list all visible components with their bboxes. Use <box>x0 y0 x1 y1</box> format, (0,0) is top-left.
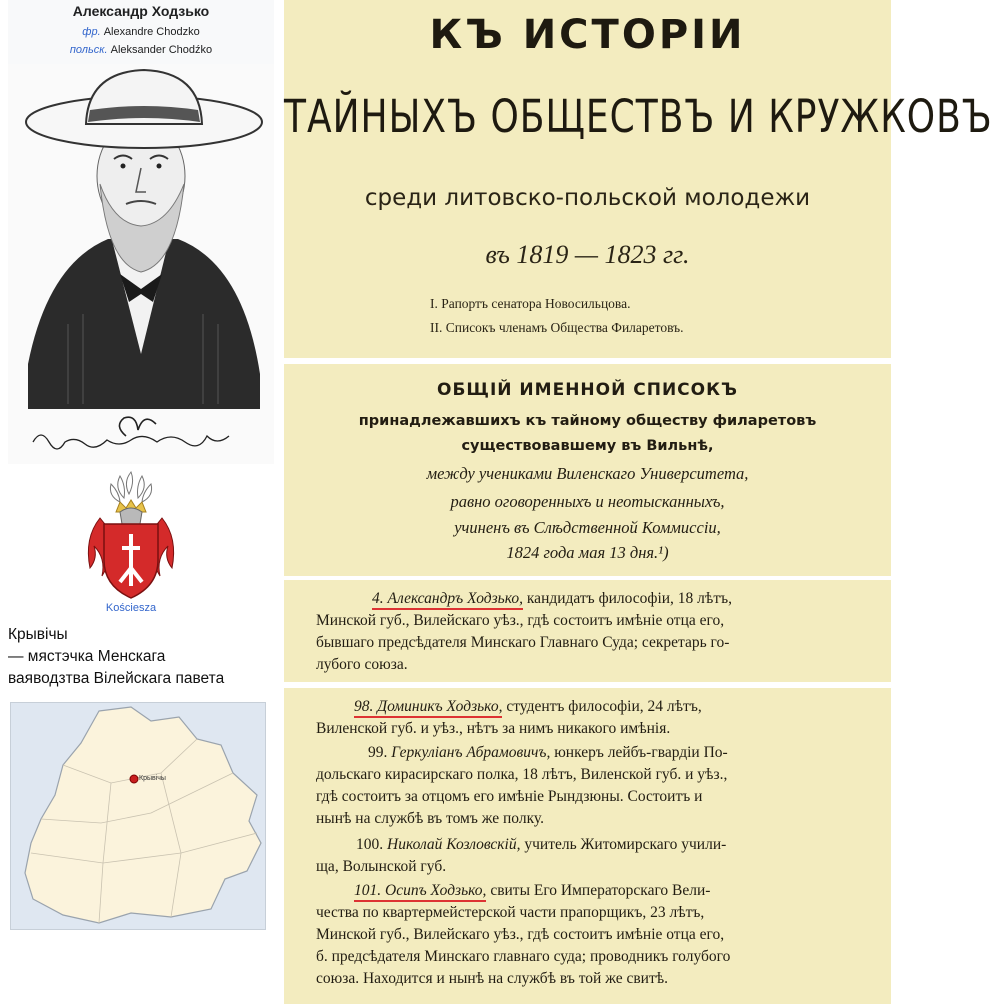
book-title-line-1: КЪ ИСТОРІИ <box>429 12 746 58</box>
coat-of-arms-image[interactable] <box>80 468 182 604</box>
entry-100-line-1-rest: учитель Житомирскаго учили- <box>520 836 727 853</box>
entry-101-line-2: чества по квартермейстерской части прапорщикъ, 23 лѣтъ, <box>316 904 705 921</box>
entry-99-number: 99. <box>368 744 388 761</box>
entry-98-line-2: Виленской губ. и уѣз., нѣтъ за нимъ никакого имѣнія. <box>316 720 671 737</box>
entry-99-line-4: нынѣ на службѣ въ томъ же полку. <box>316 810 544 827</box>
location-map[interactable] <box>10 702 266 930</box>
place-desc-line-1: — мястэчка Менскага <box>8 648 166 665</box>
entry-100-line-1 <box>356 834 726 856</box>
place-desc-line-2: ваяводзтва Вілейскага павета <box>8 670 225 687</box>
book-title-line-2: ТАЙНЫХЪ ОБЩЕСТВЪ И КРУЖКОВЪ <box>284 92 993 144</box>
entry-101-line-4: б. предсѣдателя Минскаго главнаго суда; проводникъ голубого <box>316 948 731 965</box>
person-name: Александр Ходзько <box>72 3 210 19</box>
alt-name-fr-text: Alexandre Chodzko <box>103 26 200 38</box>
entry-4-name-underlined: 4. Александръ Ходзько, <box>372 590 523 610</box>
list-title: ОБЩІЙ ИМЕННОЙ СПИСОКЪ <box>437 380 738 400</box>
entry-99-line-1 <box>368 742 728 764</box>
place-name: Крывічы <box>8 626 68 643</box>
book-title-years: въ 1819 — 1823 гг. <box>485 240 690 269</box>
alt-name-pl <box>8 44 274 56</box>
entry-4-line-2: Минской губ., Вилейскаго уѣз., гдѣ состоитъ имѣніе отца его, <box>316 612 725 629</box>
list-subtitle-6: 1824 года мая 13 дня.¹) <box>506 543 669 562</box>
lang-link-fr[interactable]: фр. <box>82 26 101 38</box>
entry-98-line-1 <box>354 696 702 718</box>
entry-101-name-underlined: 101. Осипъ Ходзько, <box>354 882 486 902</box>
map-marker <box>130 775 138 783</box>
list-subtitle-5: учиненъ въ Слѣдственной Коммиссіи, <box>454 518 721 537</box>
entries-98-101-scan <box>284 688 891 1004</box>
entry-4-line-1 <box>372 588 732 610</box>
list-subtitle-3: между учениками Виленскаго Университета, <box>426 464 749 483</box>
entry-4-line-4: лубого союза. <box>316 656 408 673</box>
entry-100-line-2: ща, Волынской губ. <box>316 858 447 875</box>
entry-99-line-1-rest: юнкеръ лейбъ-гвардіи По- <box>550 744 728 761</box>
entry-101-line-3: Минской губ., Вилейскаго уѣз., гдѣ состоитъ имѣніе отца его, <box>316 926 725 943</box>
entry-100-name: Николай Козловскій, <box>383 836 521 853</box>
list-header-scan <box>284 364 891 576</box>
entry-99-line-3: гдѣ состоитъ за отцомъ его имѣніе Рындзюны. Состоитъ и <box>316 788 703 805</box>
entry-4-scan <box>284 580 891 682</box>
list-subtitle-2: существовавшему въ Вильнѣ, <box>461 438 714 454</box>
entry-4-line-1-rest: кандидатъ философіи, 18 лѣтъ, <box>523 590 732 607</box>
book-title-line-3: среди литовско-польской молодежи <box>364 185 811 211</box>
entry-100-number: 100. <box>356 836 384 853</box>
entry-99-name: Геркуліанъ Абрамовичъ, <box>387 744 551 761</box>
book-title-scan <box>284 0 993 358</box>
entry-101-line-1 <box>354 880 710 902</box>
place-description <box>8 624 278 690</box>
entry-101-line-5: союза. Находится и нынѣ на службѣ въ той же свитѣ. <box>316 970 669 987</box>
infobox <box>8 0 274 464</box>
entry-101-line-1-rest: свиты Его Императорскаго Вели- <box>486 882 711 899</box>
lang-link-pl[interactable]: польск. <box>69 44 108 56</box>
belarus-map-shape <box>11 703 265 929</box>
book-section-1: I. Рапортъ сенатора Новосильцова. <box>430 296 631 311</box>
list-subtitle-1: принадлежавшихъ къ тайному обществу филаретовъ <box>358 413 817 429</box>
map-marker-label: Крывічы <box>139 775 166 782</box>
alt-name-pl-text: Aleksander Chodźko <box>110 44 213 56</box>
entry-98-name-underlined: 98. Доминикъ Ходзько, <box>354 698 502 718</box>
left-column <box>0 0 280 1004</box>
alt-name-fr <box>8 26 274 38</box>
portrait-engraving[interactable] <box>8 64 274 464</box>
entry-4-line-3: бывшаго предсѣдателя Минскаго Главнаго Суда; секретарь го- <box>316 634 730 651</box>
book-section-2: II. Списокъ членамъ Общества Филаретовъ. <box>430 320 684 335</box>
list-subtitle-4: равно оговоренныхъ и неотысканныхъ, <box>450 492 725 511</box>
entry-98-line-1-rest: студентъ философіи, 24 лѣтъ, <box>502 698 702 715</box>
coat-of-arms-caption[interactable]: Kościesza <box>105 602 157 614</box>
entry-99-line-2: дольскаго кирасирскаго полка, 18 лѣтъ, Виленской губ. и уѣз., <box>316 766 728 783</box>
